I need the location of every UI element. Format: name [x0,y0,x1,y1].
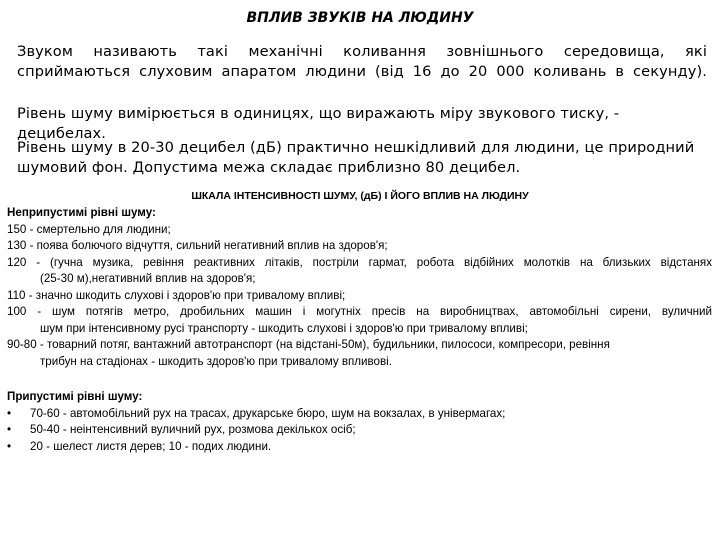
list-item [7,304,712,337]
noise-effect: значно шкодить слухові і здоров'ю при тривалому впливі; [35,288,346,302]
list-item [7,337,712,370]
list-item [7,222,712,239]
noise-level: 90-80 - [7,338,47,351]
acceptable-item-text: 50-40 - неінтенсивний вуличний рух, розмова декількох осіб; [30,423,356,436]
noise-level: 110 - [7,288,36,302]
noise-level: 120 - [7,255,50,269]
noise-effect: поява болючого відчуття, сильний негативний вплив на здоров'я; [36,239,388,252]
list-item [7,255,712,288]
bullet-icon: • [7,406,12,420]
noise-effect-continued: трибун на стадіонах - шкодить здоров'ю при тривалому впливові. [40,354,392,368]
noise-level: 100 - [7,305,53,318]
noise-effect: шум потягів метро, дробильних машин і могутніх пресів на виробництвах, автомобільні сирени, вуличний [52,305,712,318]
bullet-icon: • [7,439,12,453]
noise-effect: товарний потяг, вантажний автотранспорт (на відстані-50м), будильники, пилососи, компресори, ревіння [46,338,610,351]
unacceptable-levels-list [7,205,712,370]
paragraph-noise-measurement: Рівень шуму вимірюється в одиницях, що виражають міру звукового тиску, - децибелах. [17,105,620,142]
list-item [7,439,712,456]
acceptable-levels-list [7,389,712,455]
page-title: ВПЛИВ ЗВУКІВ НА ЛЮДИНУ [246,10,474,26]
paragraph-noise-limits: Рівень шуму в 20-30 децибел (дБ) практично нешкідливий для людини, це природний шумовий фон. Допустима межа складає приблизно 80 децибел. [17,139,695,176]
unacceptable-heading: Неприпустимі рівні шуму: [7,206,156,219]
noise-level: 150 - [7,222,37,236]
list-item [7,406,712,423]
acceptable-heading: Припустимі рівні шуму: [7,390,143,403]
noise-level: 130 - [7,239,37,252]
noise-effect-continued: (25-30 м),негативний вплив на здоров'я; [40,272,256,285]
acceptable-item-text: 20 - шелест листя дерев; 10 - подих людини. [30,439,272,453]
scale-title: ШКАЛА ІНТЕНСИВНОСТІ ШУМУ, (дБ) І ЙОГО ВПЛИВ НА ЛЮДИНУ [191,190,529,202]
list-item [7,422,712,439]
acceptable-item-text: 70-60 - автомобільний рух на трасах, друкарське бюро, шум на вокзалах, в універмагах; [30,406,506,420]
list-item [7,238,712,255]
noise-effect: смертельно для людини; [36,222,171,236]
bullet-icon: • [7,423,12,436]
noise-effect-continued: шум при інтенсивному русі транспорту - шкодить слухові і здоров'ю при тривалому впливі; [40,321,528,335]
paragraph-sound-definition: Звуком називають такі механічні коливання зовнішнього середовища, які сприймаються слуховим апаратом людини (від 16 до 20 000 коливань в секунду). [17,43,707,80]
list-item [7,288,712,305]
noise-effect: (гучна музика, ревіння реактивних літаків, постріли гармат, робота відбійних молотків на близьких відстанях [49,255,712,269]
